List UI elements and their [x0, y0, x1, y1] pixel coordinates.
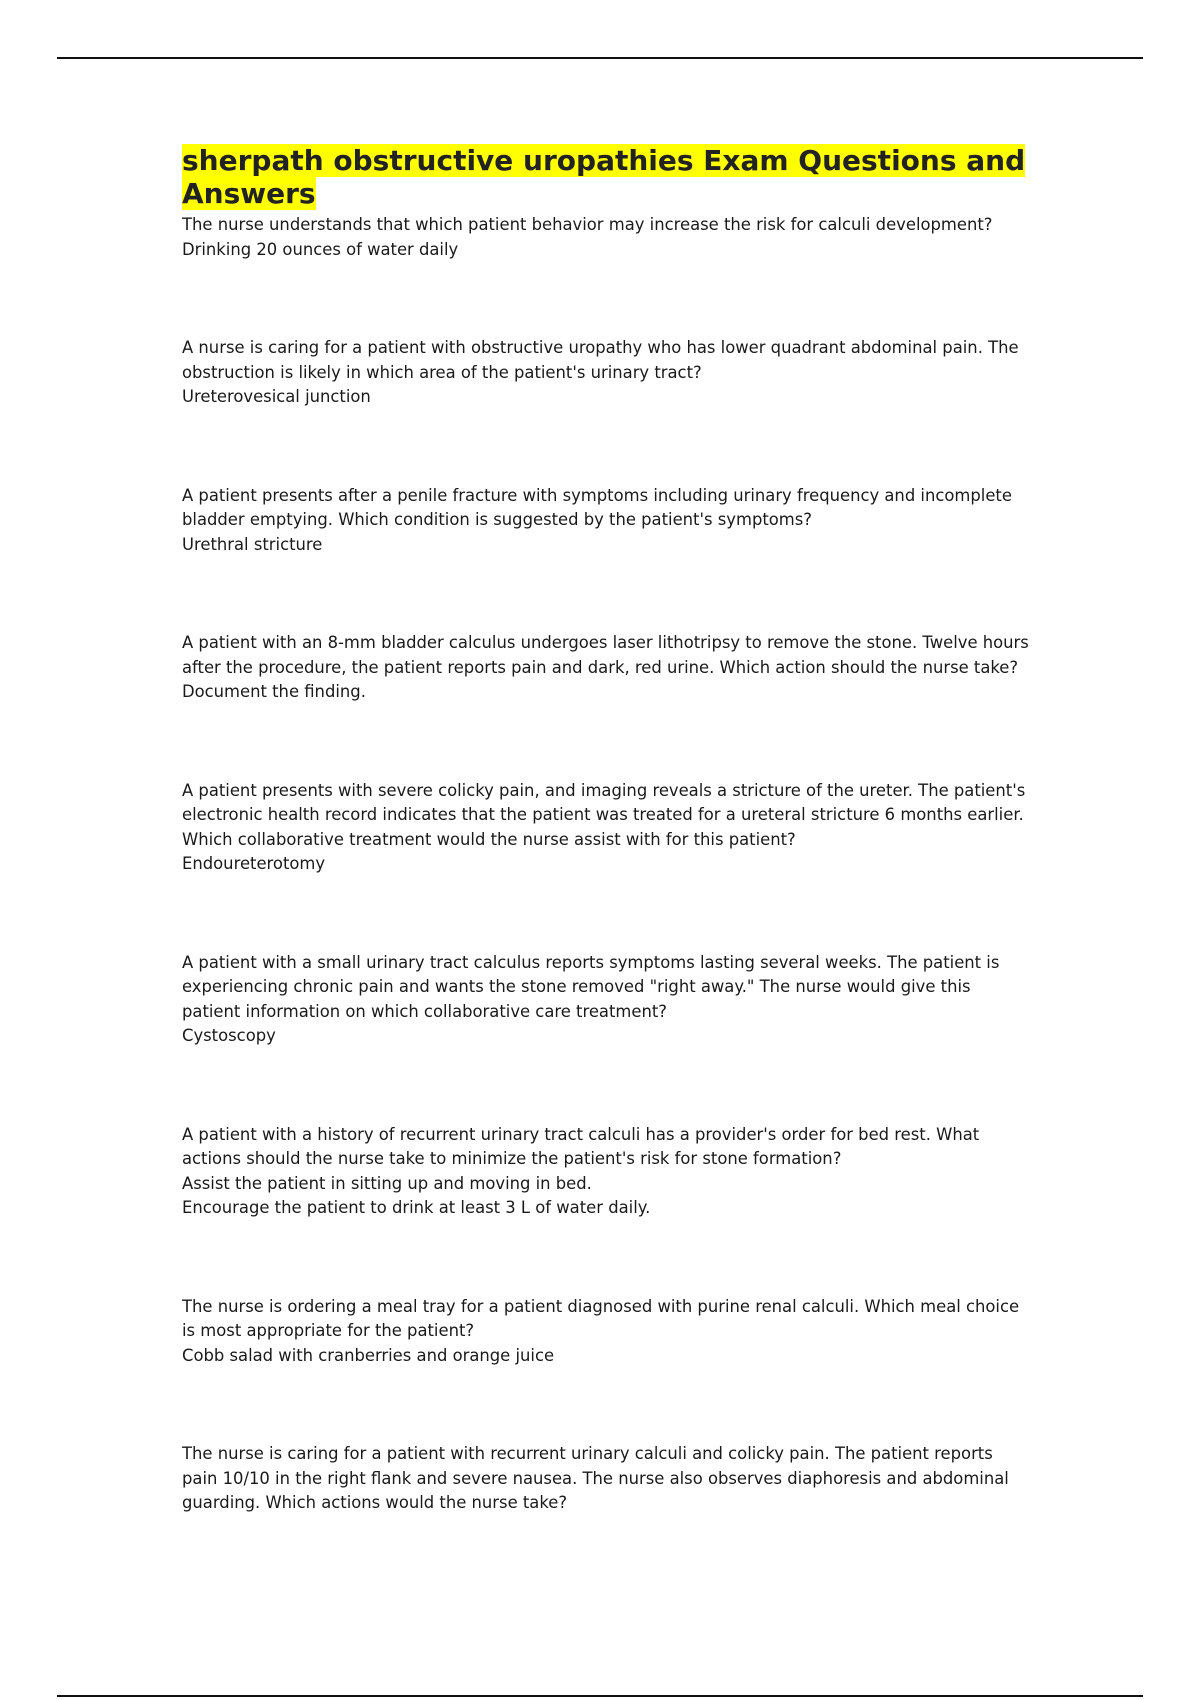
question-text: A patient presents with severe colicky pain, and imaging reveals a stricture of the ureter. The patient's electronic health record indicates that the patient was treated for a ureteral stricture 6 months earlier. Which collaborative treatment would the nurse assist with for this patient?: [182, 780, 1026, 849]
answer-text: Ureterovesical junction: [182, 387, 371, 406]
question-text: A patient with a small urinary tract calculus reports symptoms lasting several weeks. The patient is experiencing chronic pain and wants the stone removed "right away." The nurse would give this patient information on which collaborative care treatment?: [182, 952, 1000, 1021]
answer-text: Drinking 20 ounces of water daily: [182, 239, 459, 259]
question-text: The nurse is caring for a patient with recurrent urinary calculi and colicky pain. The patient reports pain 10/10 in the right flank and severe nausea. The nurse also observes diaphoresis and abdominal guarding. Which actions would the nurse take?: [182, 1444, 1009, 1512]
qa-item: [182, 1123, 1032, 1221]
document-title: [182, 144, 1032, 210]
top-rule: [57, 57, 1143, 59]
qa-item: [182, 213, 1032, 262]
answer-text: Assist the patient in sitting up and moving in bed.: [182, 1173, 592, 1193]
qa-item: [182, 631, 1032, 705]
answer-text: Encourage the patient to drink at least 3 L of water daily.: [182, 1198, 651, 1217]
question-text: A nurse is caring for a patient with obstructive uropathy who has lower quadrant abdominal pain. The obstruction is likely in which area of the patient's urinary tract?: [182, 338, 1019, 382]
question-text: The nurse is ordering a meal tray for a patient diagnosed with purine renal calculi. Which meal choice is most appropriate for the patient?: [182, 1296, 1020, 1340]
answer-text: Endoureterotomy: [182, 854, 326, 873]
qa-item: [182, 336, 1032, 410]
qa-item: [182, 484, 1032, 558]
qa-item: [182, 951, 1032, 1049]
answer-text: Cobb salad with cranberries and orange juice: [182, 1345, 555, 1365]
document-body: [182, 144, 1032, 1516]
answer-text: Urethral stricture: [182, 534, 323, 554]
title-highlight: sherpath obstructive uropathies Exam Questions and Answers: [182, 144, 1026, 210]
question-text: A patient with a history of recurrent urinary tract calculi has a provider's order for bed rest. What actions should the nurse take to minimize the patient's risk for stone formation?: [182, 1124, 980, 1168]
answer-text: Document the finding.: [182, 682, 366, 701]
answer-text: Cystoscopy: [182, 1026, 276, 1045]
qa-item: [182, 1295, 1032, 1369]
qa-item: [182, 779, 1032, 877]
bottom-rule: [57, 1695, 1143, 1697]
question-text: A patient with an 8-mm bladder calculus undergoes laser lithotripsy to remove the stone. Twelve hours after the procedure, the patient reports pain and dark, red urine. Which action should the nurse take?: [182, 633, 1029, 677]
question-text: A patient presents after a penile fracture with symptoms including urinary frequency and incomplete bladder emptying. Which condition is suggested by the patient's symptoms?: [182, 485, 1012, 529]
question-text: The nurse understands that which patient behavior may increase the risk for calculi development?: [182, 215, 993, 234]
qa-item: [182, 1442, 1032, 1516]
